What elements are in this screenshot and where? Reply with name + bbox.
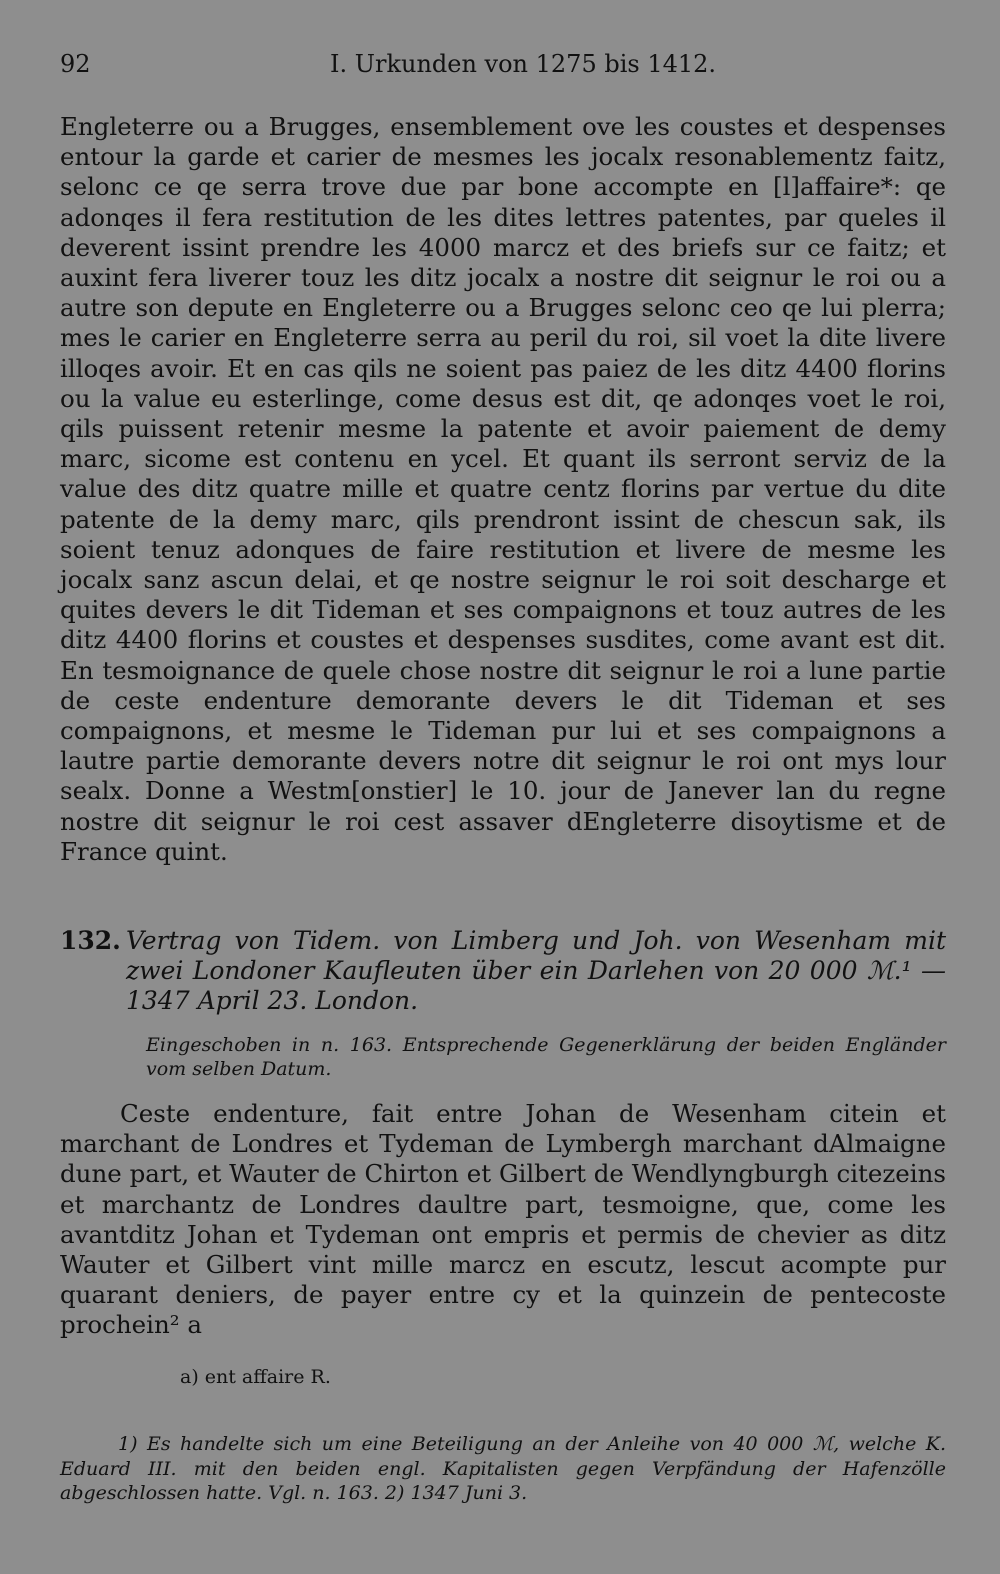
document-page xyxy=(60,0,946,1574)
entry-number: 132. xyxy=(60,926,121,955)
entry-heading xyxy=(60,926,946,1016)
running-head xyxy=(60,50,946,80)
running-title: I. Urkunden von 1275 bis 1412. xyxy=(330,50,717,78)
page-number: 92 xyxy=(60,50,91,78)
footnote-numbered: 1) Es handelte sich um eine Beteiligung an der Anleihe von 40 000 ℳ, welche K. Eduard III. mit den beiden engl. Kapitalisten gegen Verpfändung der Hafenzölle abgeschlossen hatte. Vgl. n. 163. 2) 1347 Juni 3. xyxy=(60,1433,946,1504)
footnote-a: a) ent affaire R. xyxy=(180,1366,331,1388)
body-text-continued: Engleterre ou a Brugges, ensemblement ove les coustes et despenses entour la garde et carier de mesmes les jocalx resonablementz faitz, selonc ce qe serra trove due par bone accompte en [l]affaire*: qe adonqes il fera restitution de les dites lettres patentes, par queles il deverent issint prendre les 4000 marcz et des briefs sur ce faitz; et auxint fera liverer touz les ditz jocalx a nostre dit seignur le roi ou a autre son depute en Engleterre ou a Brugges selonc ceo qe lui plerra; mes le carier en Engleterre serra au peril du roi, sil voet la dite livere illoqes avoir. Et en cas qils ne soient pas paiez de les ditz 4400 florins ou la value eu esterlinge, come desus est dit, qe adonqes voet le roi, qils puissent retenir mesme la patente et avoir paiement de demy marc, sicome est contenu en ycel. Et quant ils serront serviz de la value des ditz quatre mille et quatre centz florins par vertue du dite patente de la demy marc, qils prendront issint de chescun sak, ils soient tenuz adonques de faire restitution et livere de mesme les jocalx sanz ascun delai, et qe nostre seignur le roi soit descharge et quites devers le dit Tideman et ses compaignons et touz autres de les ditz 4400 florins et coustes et despenses susdites, come avant est dit. En tesmoignance de quele chose nostre dit seignur le roi a lune partie de ceste endenture demorante devers le dit Tideman et ses compaignons, et mesme le Tideman pur lui et ses compaignons a lautre partie demorante devers notre dit seignur le roi ont mys lour sealx. Donne a Westm[onstier] le 10. jour de Janever lan du regne nostre dit seignur le roi cest assaver dEngleterre disoytisme et de France quint. xyxy=(60,112,946,866)
entry-title: Vertrag von Tidem. von Limberg und Joh. von Wesenham mit zwei Londoner Kaufleuten über ein Darlehen von 20 000 ℳ.¹ — 1347 April 23. London. xyxy=(126,926,946,1015)
source-note: Eingeschoben in n. 163. Entsprechende Gegenerklärung der beiden Engländer vom selben Datum. xyxy=(146,1034,946,1080)
body-text-entry: Ceste endenture, fait entre Johan de Wesenham citein et marchant de Londres et Tydeman de Lymbergh marchant dAlmaigne dune part, et Wauter de Chirton et Gilbert de Wendlyngburgh citezeins et marchantz de Londres daultre part, tesmoigne, que, come les avantditz Johan et Tydeman ont empris et permis de chevier as ditz Wauter et Gilbert vint mille marcz en escutz, lescut acompte pur quarant deniers, de payer entre cy et la quinzein de pentecoste prochein² a xyxy=(60,1099,946,1340)
